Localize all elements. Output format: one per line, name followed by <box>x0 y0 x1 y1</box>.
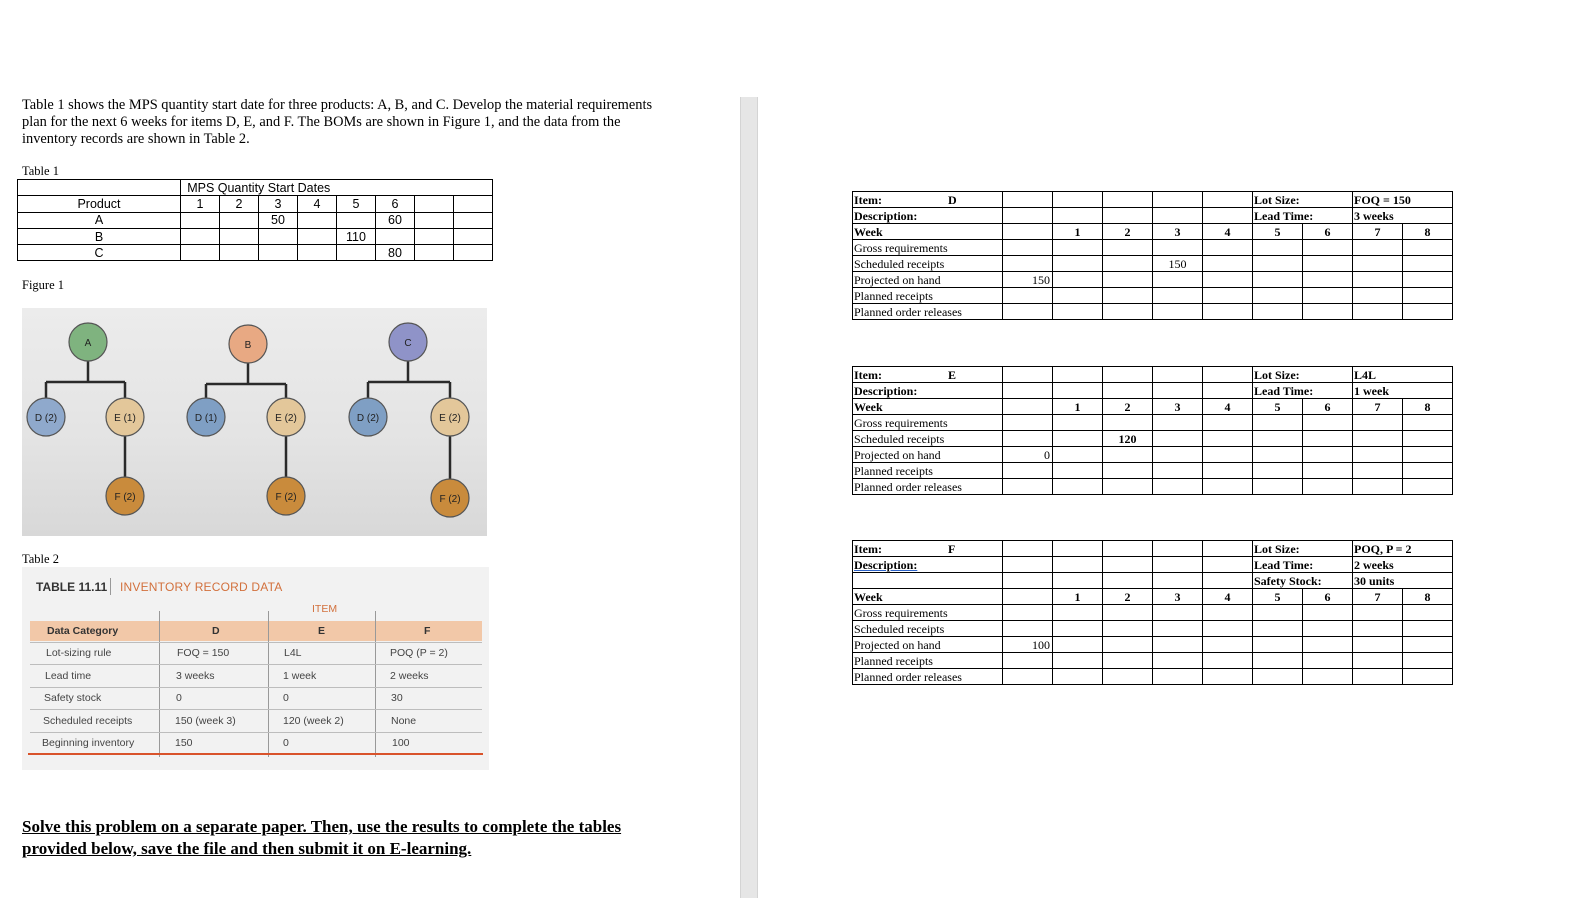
table-row: Projected on hand 0 <box>853 447 1453 463</box>
table-row: Product 1 2 3 4 5 6 <box>18 196 493 212</box>
table-row: Safety stock 0 0 30 <box>30 688 482 710</box>
table-row: Lead time 3 weeks 1 week 2 weeks <box>30 666 482 688</box>
table-row: Scheduled receipts 150 <box>853 256 1453 272</box>
bom-figure <box>22 308 487 536</box>
projected-start: 150 <box>1003 272 1053 288</box>
node-label: D (2) <box>356 413 380 424</box>
table-row: Week 1 2 3 4 5 6 7 8 <box>853 399 1453 415</box>
table2-caption: Table 2 <box>22 552 59 566</box>
bom-diagram <box>22 308 487 536</box>
node-label: F (2) <box>439 494 461 505</box>
table-row: Data Category D E F <box>30 621 482 643</box>
table-row: Item: F Lot Size: POQ, P = 2 <box>853 541 1453 557</box>
table-row: Item: D Lot Size: FOQ = 150 <box>853 192 1453 208</box>
node-label: F (2) <box>114 492 136 503</box>
lead-time-value: 1 week <box>1353 383 1453 399</box>
table-row: A 50 60 <box>18 212 493 228</box>
table-row: Planned order releases <box>853 479 1453 495</box>
table-row <box>18 180 493 196</box>
table-row: Description: Lead Time: 2 weeks <box>853 557 1453 573</box>
node-label: B <box>244 340 252 351</box>
lot-size-value: FOQ = 150 <box>1353 192 1453 208</box>
lot-size-value: POQ, P = 2 <box>1353 541 1453 557</box>
projected-start: 100 <box>1003 637 1053 653</box>
table-row: C 80 <box>18 245 493 261</box>
node-label: E (1) <box>114 413 136 424</box>
table-row: Planned order releases <box>853 304 1453 320</box>
table-row: Gross requirements <box>853 605 1453 621</box>
mrp-table-e <box>852 366 1453 495</box>
product-header: Product <box>18 196 181 212</box>
table-row: Scheduled receipts <box>853 621 1453 637</box>
safety-stock-value: 30 units <box>1353 573 1453 589</box>
table-row: Week 1 2 3 4 5 6 7 8 <box>853 589 1453 605</box>
table2-title: TABLE 11.11 <box>36 580 108 594</box>
figure1-caption: Figure 1 <box>22 278 65 292</box>
table-row: Beginning inventory 150 0 100 <box>42 737 410 749</box>
table2-subtitle: INVENTORY RECORD DATA <box>120 580 283 594</box>
table-row: Gross requirements <box>853 415 1453 431</box>
node-label: E (2) <box>275 413 297 424</box>
table-row: Planned receipts <box>853 288 1453 304</box>
table-row: Description: Lead Time: 3 weeks <box>853 208 1453 224</box>
table-row: Item: E Lot Size: L4L <box>853 367 1453 383</box>
table2-item-header: ITEM <box>312 603 338 615</box>
inventory-record-table <box>22 567 489 770</box>
item-code: E <box>948 367 957 382</box>
table-row: Scheduled receipts 120 <box>853 431 1453 447</box>
table-row: Lot-sizing rule FOQ = 150 L4L POQ (P = 2) <box>30 643 482 665</box>
table-row: Gross requirements <box>853 240 1453 256</box>
mps-table <box>17 179 493 261</box>
table-row: Projected on hand 100 <box>853 637 1453 653</box>
table-row: B 110 <box>18 228 493 244</box>
mrp-table-f <box>852 540 1453 685</box>
node-label: A <box>84 338 92 349</box>
node-label: C <box>404 338 412 349</box>
table-row: Planned order releases <box>853 669 1453 685</box>
node-label: F (2) <box>275 492 297 503</box>
lead-time-value: 3 weeks <box>1353 208 1453 224</box>
page-gutter <box>740 97 758 898</box>
lot-size-value: L4L <box>1353 367 1453 383</box>
table-row: Scheduled receipts 150 (week 3) 120 (week 2) None <box>30 711 482 733</box>
table-row: Planned receipts <box>853 463 1453 479</box>
table-row: Planned receipts <box>853 653 1453 669</box>
projected-start: 0 <box>1003 447 1053 463</box>
item-code: F <box>948 541 956 556</box>
table-row: Description: Lead Time: 1 week <box>853 383 1453 399</box>
table-row: Week 1 2 3 4 5 6 7 8 <box>853 224 1453 240</box>
node-label: E (2) <box>439 413 461 424</box>
table1-caption: Table 1 <box>22 164 59 178</box>
mps-group-header: MPS Quantity Start Dates <box>181 180 337 196</box>
item-code: D <box>948 192 957 207</box>
instruction-text: Solve this problem on a separate paper. Then, use the results to complete the tables provided below, save the file and then submit it on E-learning. <box>22 817 622 858</box>
lead-time-value: 2 weeks <box>1353 557 1453 573</box>
mrp-table-d <box>852 191 1453 320</box>
node-label: D (2) <box>34 413 58 424</box>
table-row: Safety Stock: 30 units <box>853 573 1453 589</box>
intro-paragraph: Table 1 shows the MPS quantity start date for three products: A, B, and C. Develop the material requirements plan for the next 6 weeks for items D, E, and F. The BOMs are shown in Figure 1, and the data from the inventory records are shown in Table 2. <box>22 97 653 148</box>
table-row: Projected on hand 150 <box>853 272 1453 288</box>
node-label: D (1) <box>194 413 218 424</box>
